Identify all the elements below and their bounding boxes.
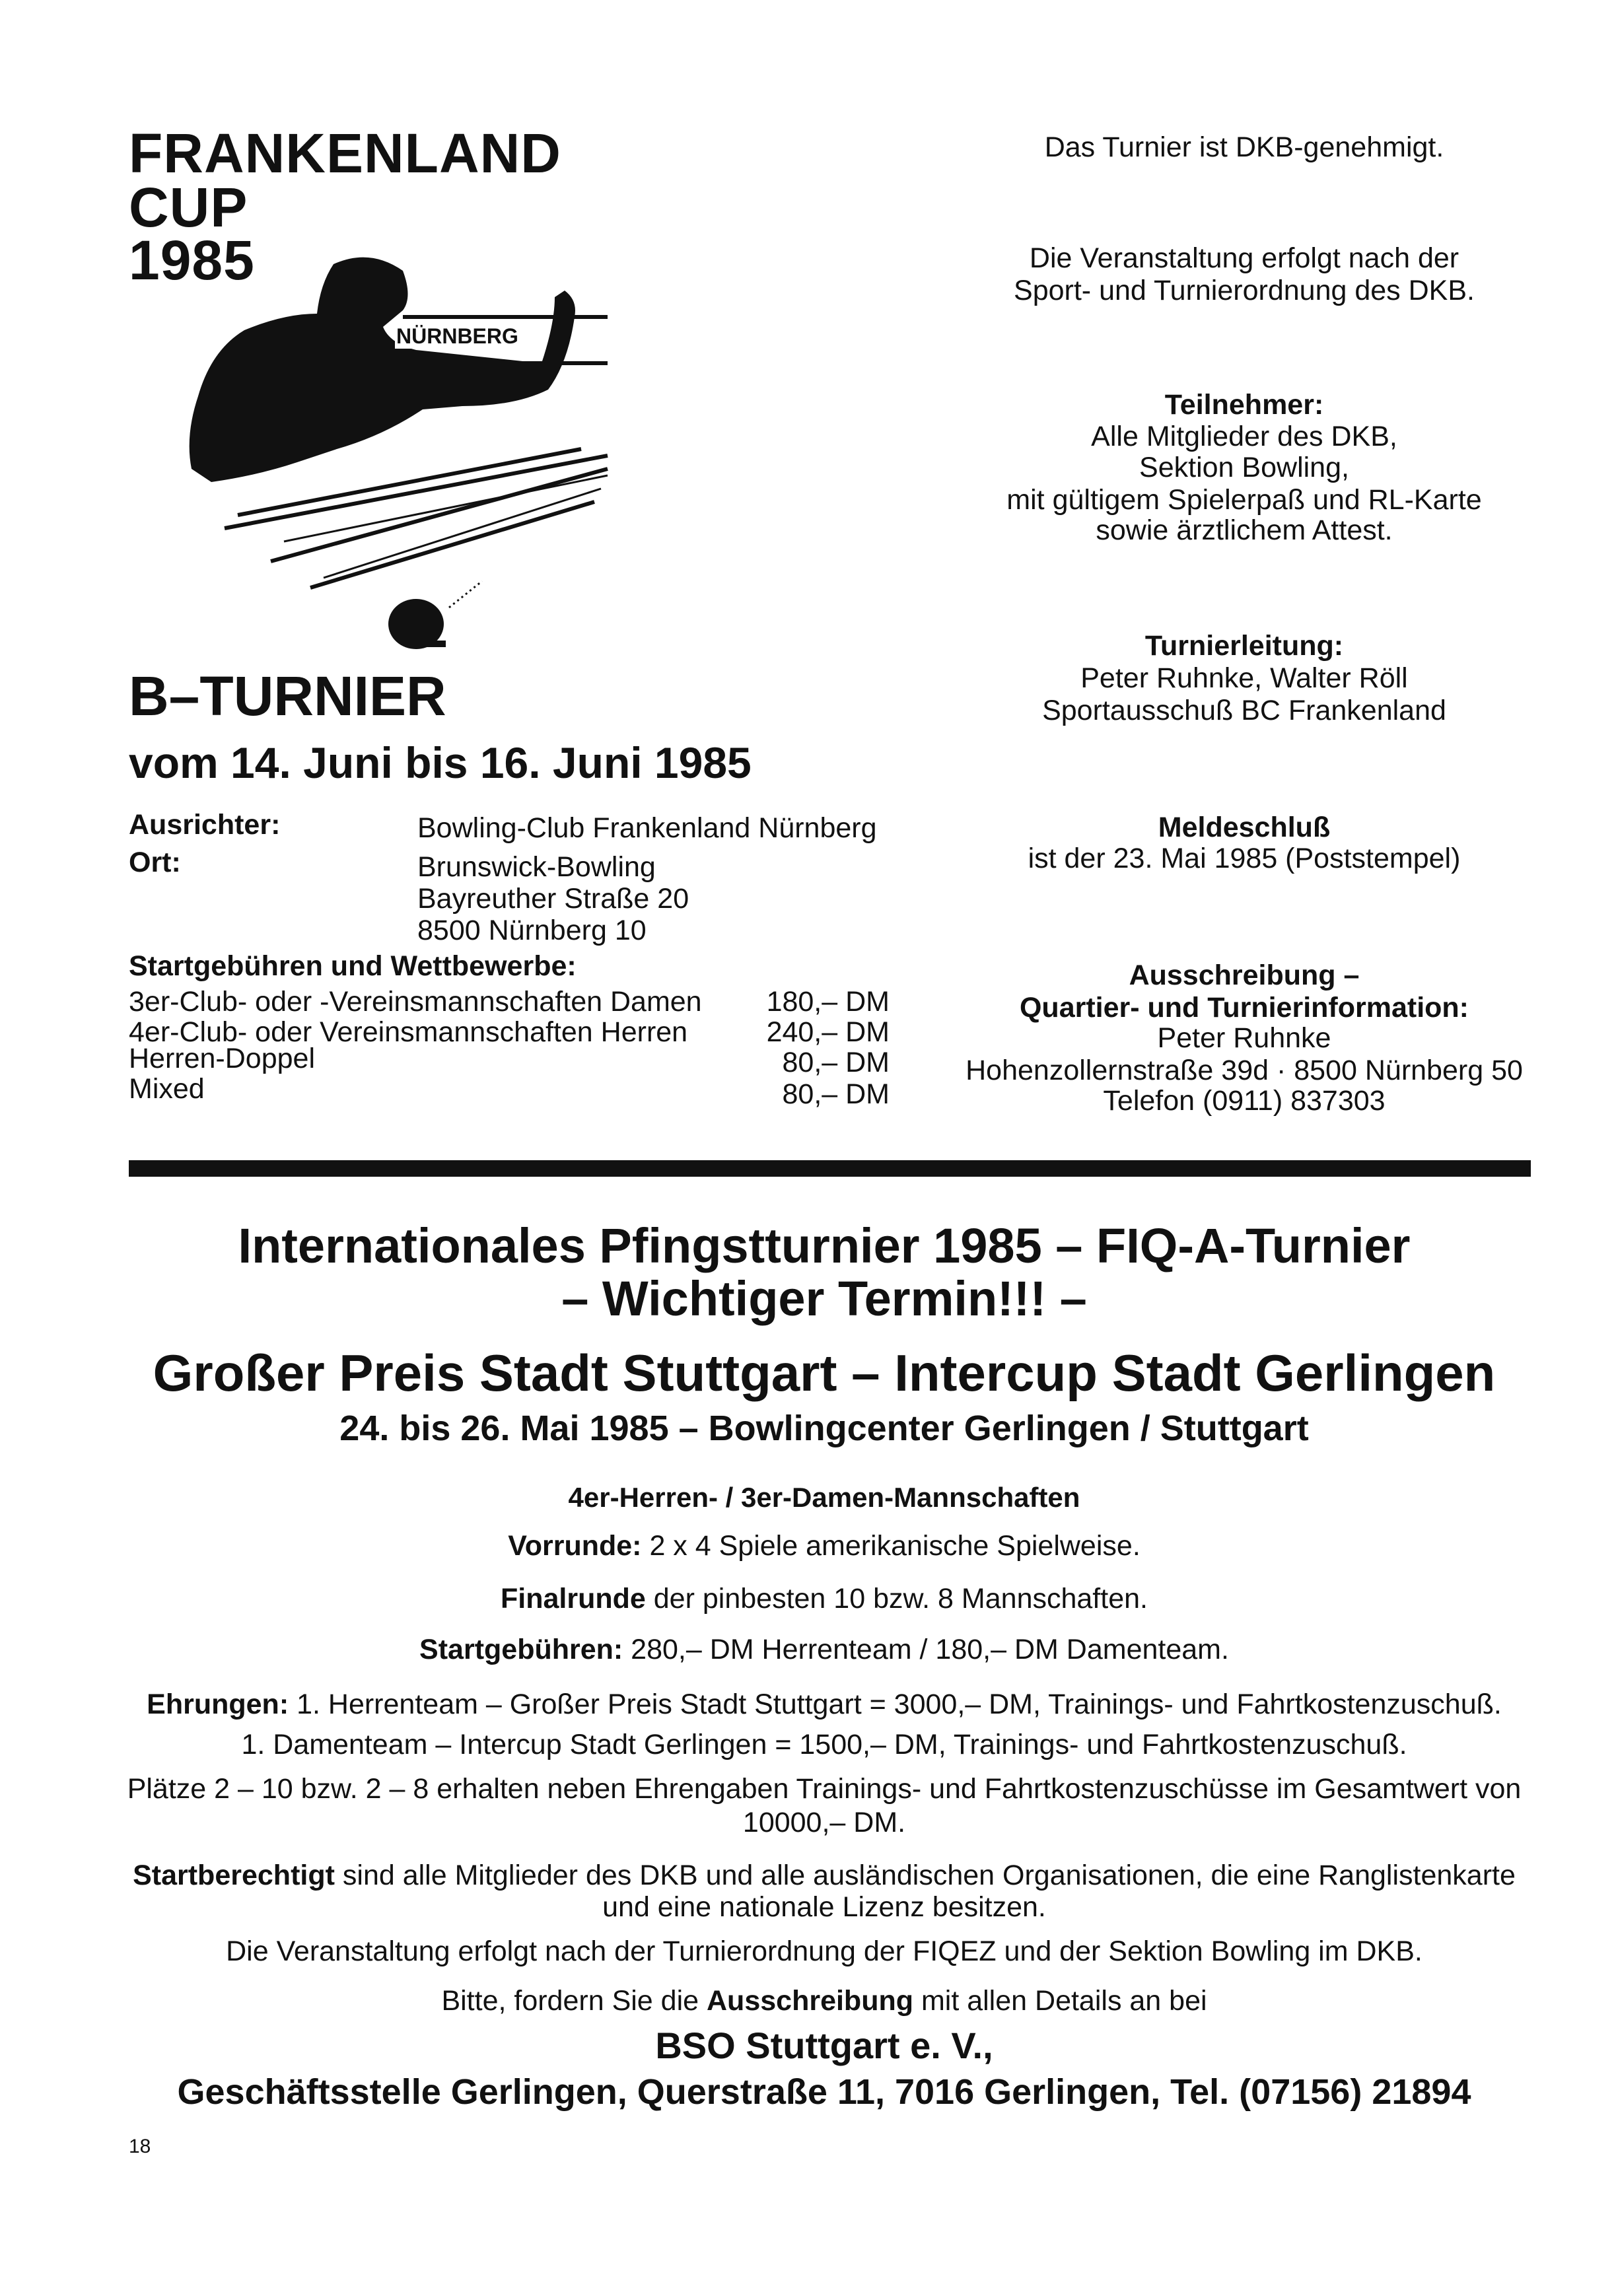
- detail-text: und eine nationale Lizenz besitzen.: [602, 1891, 1046, 1923]
- headline: – Wichtiger Termin!!! –: [561, 1271, 1087, 1326]
- participants-line: sowie ärztlichem Attest.: [1096, 514, 1393, 546]
- management-line: Sportausschuß BC Frankenland: [1042, 695, 1446, 726]
- deadline-heading: Meldeschluß: [1158, 812, 1331, 843]
- fee-price: 240,– DM: [766, 1016, 890, 1048]
- approval-text: Das Turnier ist DKB-genehmigt.: [1044, 131, 1444, 163]
- detail-text: der pinbesten 10 bzw. 8 Mannschaften.: [645, 1583, 1148, 1615]
- rules-line: Sport- und Turnierordnung des DKB.: [1014, 275, 1475, 306]
- info-heading: Ausschreibung –: [1129, 959, 1360, 991]
- fee-price: 180,– DM: [766, 986, 890, 1018]
- detail-line: [147, 1690, 1502, 1719]
- management-heading: Turnierleitung:: [1144, 630, 1344, 662]
- info-line: Peter Ruhnke: [1157, 1022, 1331, 1054]
- rules-line: Die Veranstaltung erfolgt nach der: [1029, 242, 1459, 274]
- event-name: B–TURNIER: [129, 665, 446, 727]
- organizer-label: Ausrichter:: [129, 809, 281, 841]
- logo-sign-text: NÜRNBERG: [396, 324, 518, 348]
- fee-price: 80,– DM: [782, 1078, 890, 1110]
- divider-bar: [129, 1160, 1531, 1177]
- detail-text: Plätze 2 – 10 bzw. 2 – 8 erhalten neben Ehrengaben Trainings- und Fahrtkostenzuschüsse im Gesamtwert von: [127, 1773, 1522, 1805]
- fee-name: Herren-Doppel: [129, 1043, 316, 1074]
- participants-line: Alle Mitglieder des DKB,: [1091, 421, 1397, 452]
- bowler-illustration: [185, 251, 621, 660]
- request-bold: Ausschreibung: [707, 1985, 913, 2017]
- participants-line: mit gültigem Spielerpaß und RL-Karte: [1006, 484, 1482, 516]
- location-label: Ort:: [129, 847, 181, 878]
- location-line: Brunswick-Bowling: [417, 851, 656, 883]
- participants-line: Sektion Bowling,: [1139, 452, 1349, 483]
- detail-text: sind alle Mitglieder des DKB und alle ausländischen Organisationen, die eine Ranglistenkarte: [334, 1860, 1516, 1891]
- fees-heading: Startgebühren und Wettbewerbe:: [129, 950, 577, 982]
- detail-line: [508, 1532, 1141, 1560]
- detail-bold: Ehrungen:: [147, 1688, 289, 1720]
- detail-text: 2 x 4 Spiele amerikanische Spielweise.: [641, 1530, 1141, 1562]
- detail-line: [501, 1585, 1148, 1613]
- detail-bold: Startgebühren:: [419, 1634, 623, 1665]
- detail-line: [743, 1809, 905, 1837]
- logo-title-line: 1985: [129, 229, 255, 291]
- contact-name: BSO Stuttgart e. V.,: [655, 2025, 993, 2066]
- request-line: [441, 1987, 1207, 2015]
- contact-address: Geschäftsstelle Gerlingen, Querstraße 11, 7016 Gerlingen, Tel. (07156) 21894: [177, 2072, 1471, 2112]
- detail-text: 1. Herrenteam – Großer Preis Stadt Stuttgart = 3000,– DM, Trainings- und Fahrtkostenzuschuß.: [289, 1688, 1502, 1720]
- logo-title-line: CUP: [129, 176, 248, 238]
- detail-text: Die Veranstaltung erfolgt nach der Turnierordnung der FIQEZ und der Sektion Bowling im DKB.: [226, 1935, 1423, 1967]
- event-dates: vom 14. Juni bis 16. Juni 1985: [129, 738, 752, 787]
- detail-line: [241, 1731, 1407, 1759]
- logo-title-line: FRANKENLAND: [129, 122, 561, 184]
- headline: Großer Preis Stadt Stuttgart – Intercup Stadt Gerlingen: [153, 1344, 1496, 1402]
- location-line: Bayreuther Straße 20: [417, 883, 689, 915]
- detail-text: 1. Damenteam – Intercup Stadt Gerlingen = 1500,– DM, Trainings- und Fahrtkostenzuschuß.: [241, 1729, 1407, 1760]
- deadline-text: ist der 23. Mai 1985 (Poststempel): [1028, 843, 1461, 874]
- request-post: mit allen Details an bei: [913, 1985, 1207, 2017]
- fee-price: 80,– DM: [782, 1047, 890, 1078]
- detail-line: [226, 1937, 1423, 1966]
- fee-name: 4er-Club- oder Vereinsmannschaften Herren: [129, 1016, 688, 1048]
- headline: Internationales Pfingstturnier 1985 – FIQ-A-Turnier: [238, 1218, 1411, 1273]
- location-line: 8500 Nürnberg 10: [417, 915, 647, 946]
- info-heading: Quartier- und Turnierinformation:: [1019, 992, 1469, 1024]
- detail-bold: Vorrunde:: [508, 1530, 642, 1562]
- organizer-value: Bowling-Club Frankenland Nürnberg: [417, 812, 877, 844]
- detail-text: 10000,– DM.: [742, 1807, 906, 1838]
- detail-line: [133, 1861, 1516, 1890]
- participants-heading: Teilnehmer:: [1164, 389, 1324, 421]
- detail-bold: Startberechtigt: [133, 1860, 335, 1891]
- page-number: 18: [129, 2136, 151, 2157]
- fee-name: 3er-Club- oder -Vereinsmannschaften Damen: [129, 986, 702, 1018]
- detail-line: [127, 1775, 1522, 1803]
- fee-name: Mixed: [129, 1073, 205, 1105]
- detail-line: [419, 1636, 1229, 1664]
- info-line: Hohenzollernstraße 39d · 8500 Nürnberg 50: [966, 1055, 1523, 1086]
- subheadline: 24. bis 26. Mai 1985 – Bowlingcenter Gerlingen / Stuttgart: [339, 1409, 1309, 1448]
- management-line: Peter Ruhnke, Walter Röll: [1080, 662, 1408, 694]
- info-line: Telefon (0911) 837303: [1103, 1085, 1386, 1117]
- teams-line: 4er-Herren- / 3er-Damen-Mannschaften: [568, 1482, 1080, 1513]
- request-pre: Bitte, fordern Sie die: [441, 1985, 707, 2017]
- detail-bold: Finalrunde: [501, 1583, 646, 1615]
- detail-text: 280,– DM Herrenteam / 180,– DM Damenteam.: [623, 1634, 1229, 1665]
- detail-line: [602, 1893, 1046, 1922]
